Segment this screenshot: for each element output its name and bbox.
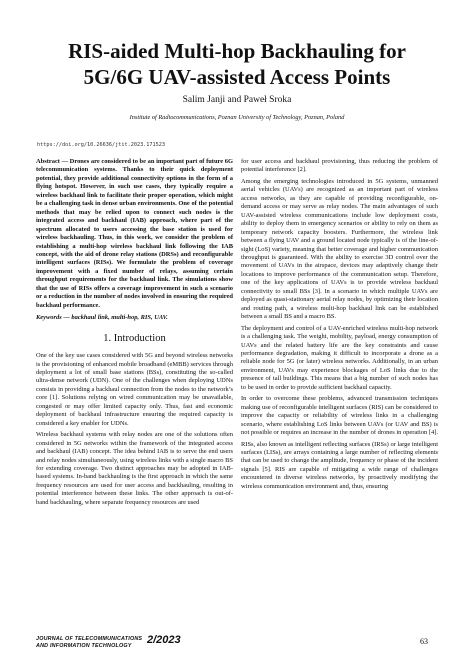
footer-issue: 2/2023	[147, 634, 181, 646]
page-number: 63	[420, 637, 428, 646]
journal-line-2: AND INFORMATION TECHNOLOGY	[36, 643, 132, 649]
title-line-2: 5G/6G UAV-assisted Access Points	[83, 65, 391, 89]
right-paragraph-1: for user access and backhaul provisioning, thus reducing the problem of potential interference [2].	[241, 158, 438, 174]
authors: Salim Janji and Paweł Sroka	[182, 95, 292, 105]
right-paragraph-3: The deployment and control of a UAV-enriched wireless multi-hop network is a challenging task. The weight, mobility, payload, energy consumption of UAVs and the related battery life are the key constraints and cause performance degradation, making it difficult to incorporate a drone as a reliable node for 5G (or later) wireless networks. Additionally, in an urban environment, UAVs may experience blockages of LoS links due to the presence of tall buildings. This means that a big number of such nodes has to be used in order to provide sufficient backhaul capacity.	[241, 324, 438, 391]
keywords: Keywords — backhaul link, multi-hop, RIS, UAV.	[36, 314, 168, 322]
footer-journal-name	[36, 636, 142, 650]
intro-paragraph-1: One of the key use cases considered with 5G and beyond wireless networks is the provisioning of enhanced mobile broadband (eMBB) services through deployment a lot of small base stations (BSs), constituting the so-called ultra-dense network (UDN). One of the challenges when deploying UDNs consists in providing a backhaul connection from the nodes to the network’s core [1]. Solutions relying on wired communication may be unavailable, congested or may offer limited capacity only. Thus, fast and economic deployment of backhaul infrastructure ensuring the required capacity is considered a key enabler for UDNs.	[36, 352, 233, 427]
intro-paragraph-2: Wireless backhaul systems with relay nodes are one of the solutions often considered in 5G networks within the framework of the integrated access and backhaul (IAB) concept. The idea behind IAB is to serve the end users and relay nodes simultaneously, using wireless links with a single macro BS for extending coverage. Two distinct approaches may be adopted in IAB-based systems. In-band backhauling is the first approach in which the same frequency resources are used for user access and backhauling, resulting in potential interference between these links. The other approach is out-of-band backhauling, where separate frequency resources are used	[36, 431, 233, 506]
affiliation: Institute of Radiocommunications, Poznan University of Technology, Poznan, Poland	[129, 114, 345, 121]
right-paragraph-4: In order to overcome these problems, advanced transmission techniques making use of reconfigurable intelligent surfaces (RIS) can be considered to improve the capacity or reliability of wireless links in a challenging scenario, where establishing LoS links between UAVs (or UAV and BS) is not possible or requires an increase in the number of drones in operation [4].	[241, 395, 439, 437]
title-line-1: RIS-aided Multi-hop Backhauling for	[68, 39, 406, 63]
right-column	[241, 158, 438, 494]
abstract: Abstract — Drones are considered to be an important part of future 6G telecommunication systems. Thanks to their quick deployment potential, they provide additional connectivity options in the form of a flying hotspot. However, in such use cases, they typically require a wireless backhaul link to facilitate their proper operation, which might be a challenging task in dense urban environments. One of the potential methods that may be relied upon to connect such nodes is the integrated access and backhaul (IAB) approach, where part of the spectrum allocated to users accessing the base station is used for wireless backhauling. Thus, in this work, we consider the problem of establishing a multi-hop wireless backhaul link following the IAB concept, with the aid of drone relay stations (DRSs) and reconfigurable intelligent surfaces (RISs). We formulate the problem of coverage improvement with a fixed number of relays, assuming certain throughput requirements for the backhaul link. The simulations show that the use of RISs offers a coverage improvement in such a scenario or a reduction in the number of nodes involved in ensuring the required backhaul performance.	[36, 158, 233, 309]
doi-link[interactable]: https://doi.org/10.26636/jtit.2023.171523	[37, 142, 166, 148]
paper-title	[20, 38, 454, 90]
section-heading-introduction: 1. Introduction	[103, 332, 166, 344]
right-paragraph-2: Among the emerging technologies introduced in 5G systems, unmanned aerial vehicles (UAVs) are recognized as an important part of wireless access networks, as they are capable of providing reconfigurable, on-demand access or may serve as relay nodes. The main advantages of such UAV-assisted wireless communications include low deployment costs, ability to deploy them in emergency scenarios or ability to rely on them as temporary network capacity boosters. Furthermore, the wireless link between a flying UAV and a ground located node typically is of the line-of-sight (LoS) variety, meaning that better coverage and higher communication throughput is guaranteed. With the ability to exercise 3D control over the movement of UAVs in the airspace, devices may adaptively change their locations to improve performance of the communication setup. Therefore, one of the key applications of UAVs is to provide wireless backhaul connectivity to small BSs [3]. In a scenario in which multiple UAVs are deployed as quasi-stationary aerial relay nodes, by optimizing their location and routing path, a wireless multi-hop backhaul link can be established between a small BS and a macro BS.	[241, 177, 438, 321]
left-column	[36, 158, 233, 510]
journal-line-1: JOURNAL OF TELECOMMUNICATIONS	[36, 636, 143, 642]
right-paragraph-5: RISs, also known as intelligent reflecting surfaces (IRSs) or large intelligent surfaces (LISs), are arrays containing a large number of reflecting elements that can be used to change the amplitude, frequency or phase of the incident signals [5]. RIS are capable of mitigating a wide range of challenges encountered in diverse wireless networks, by proactively modifying the wireless communication environment and, thus, ensuring	[241, 440, 438, 490]
